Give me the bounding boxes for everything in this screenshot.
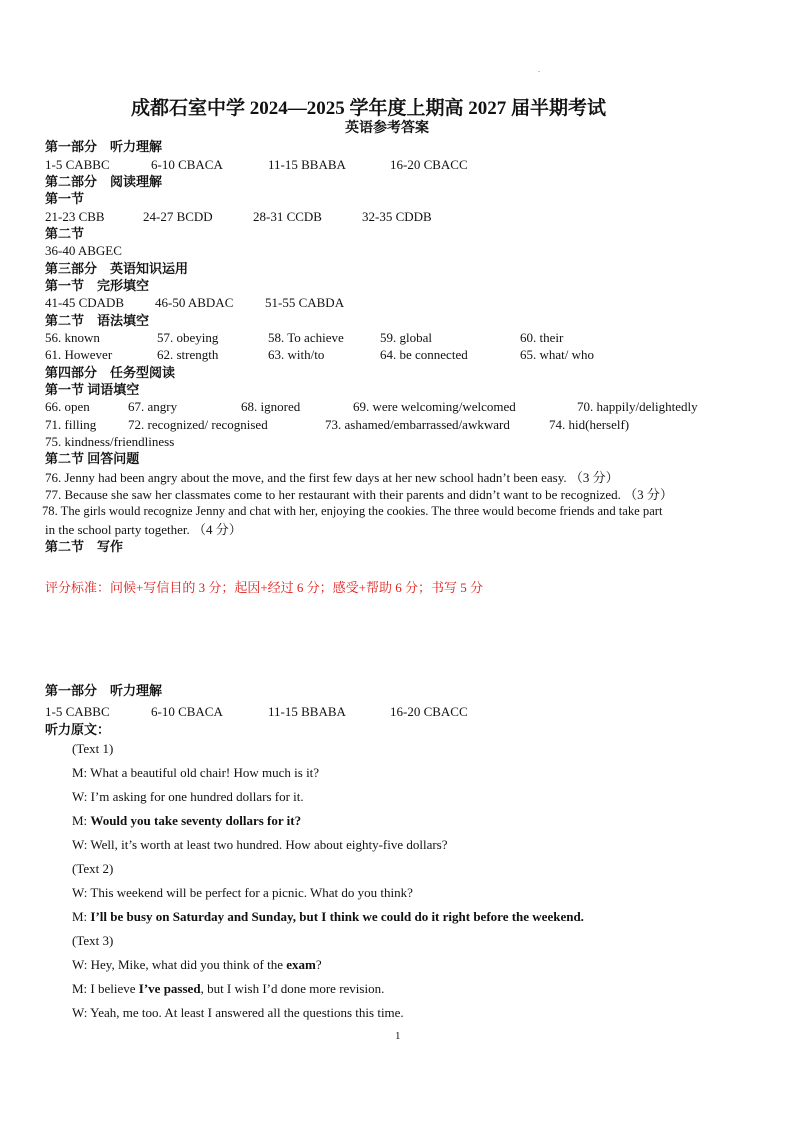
answer-72: 72. recognized/ recognised — [128, 417, 268, 432]
answer-78-line2: in the school party together. （4 分） — [45, 522, 242, 537]
answer-16-20: 16-20 CBACC — [390, 157, 468, 172]
answer-74: 74. hid(herself) — [549, 417, 630, 432]
text1-line1: M: What a beautiful old chair! How much is it? — [72, 765, 320, 780]
answer-58: 58. To achieve — [268, 330, 344, 345]
writing-heading: 第二节 写作 — [45, 539, 124, 554]
key-sentence: Would you take seventy dollars for it? — [90, 813, 302, 828]
text1-line4: W: Well, it’s worth at least two hundred. How about eighty-five dollars? — [72, 837, 448, 852]
key-word: exam — [286, 957, 316, 972]
text3-line1 — [72, 957, 322, 973]
answer-24-27: 24-27 BCDD — [143, 209, 213, 224]
text3-line2 — [72, 981, 384, 997]
speaker-m: M: — [72, 813, 91, 828]
part2-heading: 第二部分 阅读理解 — [45, 174, 163, 189]
answer-71: 71. filling — [45, 417, 97, 432]
part4-section1: 第一节 词语填空 — [45, 382, 140, 397]
text1-line3 — [72, 813, 301, 829]
text2-label: (Text 2) — [72, 861, 114, 876]
answer-68: 68. ignored — [241, 399, 301, 414]
line-text: , but I wish I’d done more revision. — [200, 981, 385, 996]
listening-answer-16-20: 16-20 CBACC — [390, 704, 468, 719]
answer-78-line1: 78. The girls would recognize Jenny and chat with her, enjoying the cookies. The three would become friends and take part — [42, 504, 663, 518]
key-sentence: I’ll be busy on Saturday and Sunday, but I think we could do it right before the weekend. — [90, 909, 584, 924]
part2-section2: 第二节 — [45, 226, 85, 241]
answer-70: 70. happily/delightedly — [577, 399, 698, 414]
part4-section2: 第二节 回答问题 — [45, 451, 140, 466]
answer-41-45: 41-45 CDADB — [45, 295, 125, 310]
page-subtitle: 英语参考答案 — [345, 121, 429, 136]
text1-label: (Text 1) — [72, 741, 114, 756]
answer-76: 76. Jenny had been angry about the move, and the first few days at her new school hadn’t been easy. （3 分） — [45, 470, 619, 485]
text3-line3: W: Yeah, me too. At least I answered all the questions this time. — [72, 1005, 404, 1020]
answer-69: 69. were welcoming/welcomed — [353, 399, 516, 414]
answer-62: 62. strength — [157, 347, 219, 362]
scoring-criteria: 评分标准：问候+写信目的 3 分；起因+经过 6 分；感受+帮助 6 分；书写 5 分 — [45, 580, 483, 595]
answer-21-23: 21-23 CBB — [45, 209, 105, 224]
answer-77: 77. Because she saw her classmates come to her restaurant with their parents and didn’t want to be recognized. （3 分） — [45, 487, 673, 502]
part3-heading: 第三部分 英语知识运用 — [45, 261, 189, 276]
text2-line1: W: This weekend will be perfect for a picnic. What do you think? — [72, 885, 413, 900]
key-phrase: I’ve passed — [138, 981, 201, 996]
answer-6-10: 6-10 CBACA — [151, 157, 223, 172]
part2-section1: 第一节 — [45, 191, 85, 206]
answer-36-40: 36-40 ABGEC — [45, 243, 122, 258]
answer-1-5: 1-5 CABBC — [45, 157, 110, 172]
text2-line2 — [72, 909, 584, 925]
transcript-label: 听力原文： — [45, 722, 111, 737]
answer-73: 73. ashamed/embarrassed/awkward — [325, 417, 510, 432]
part3-section1: 第一节 完形填空 — [45, 278, 150, 293]
line-text: W: Hey, Mike, what did you think of the — [72, 957, 287, 972]
answer-32-35: 32-35 CDDB — [362, 209, 432, 224]
part3-section2: 第二节 语法填空 — [45, 313, 150, 328]
answer-46-50: 46-50 ABDAC — [155, 295, 234, 310]
answer-56: 56. known — [45, 330, 100, 345]
listening-answer-6-10: 6-10 CBACA — [151, 704, 223, 719]
part1-heading: 第一部分 听力理解 — [45, 139, 163, 154]
text3-label: (Text 3) — [72, 933, 114, 948]
answer-64: 64. be connected — [380, 347, 468, 362]
page-number: 1 — [395, 1030, 401, 1042]
speaker-m: M: — [72, 909, 91, 924]
answer-66: 66. open — [45, 399, 90, 414]
answer-57: 57. obeying — [157, 330, 219, 345]
line-text: M: I believe — [72, 981, 139, 996]
text1-line2: W: I’m asking for one hundred dollars for it. — [72, 789, 304, 804]
answer-51-55: 51-55 CABDA — [265, 295, 345, 310]
listening-heading: 第一部分 听力理解 — [45, 683, 163, 698]
part4-heading: 第四部分 任务型阅读 — [45, 365, 176, 380]
answer-61: 61. However — [45, 347, 113, 362]
answer-59: 59. global — [380, 330, 432, 345]
answer-63: 63. with/to — [268, 347, 325, 362]
listening-answer-11-15: 11-15 BBABA — [268, 704, 346, 719]
answer-60: 60. their — [520, 330, 564, 345]
answer-65: 65. what/ who — [520, 347, 595, 362]
header-dot: . — [538, 65, 540, 74]
line-text: ? — [315, 957, 322, 972]
answer-11-15: 11-15 BBABA — [268, 157, 346, 172]
answer-67: 67. angry — [128, 399, 178, 414]
answer-75: 75. kindness/friendliness — [45, 434, 175, 449]
listening-answer-1-5: 1-5 CABBC — [45, 704, 110, 719]
answer-28-31: 28-31 CCDB — [253, 209, 322, 224]
page-title: 成都石室中学 2024—2025 学年度上期高 2027 届半期考试 — [131, 98, 607, 119]
